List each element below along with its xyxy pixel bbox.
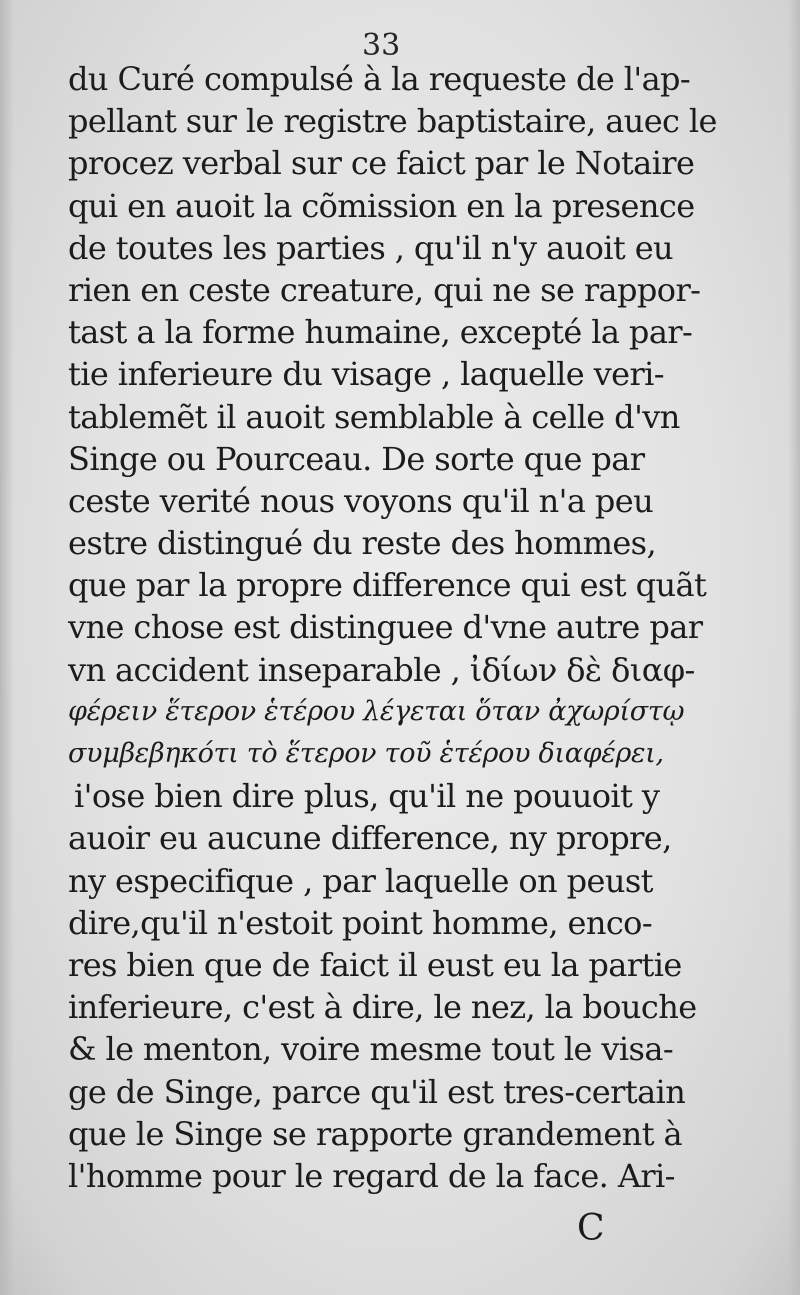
greek-text-line: φέρειν ἕτερον ἑτέρου λέγεται ὅταν ἀχωρίστῳ xyxy=(68,695,685,727)
page-number: 33 xyxy=(362,28,401,63)
text-line: que le Singe se rapporte grandement à xyxy=(68,1114,683,1153)
text-line: de toutes les parties , qu'il n'y auoit eu xyxy=(68,228,674,267)
text-line: Singe ou Pourceau. De sorte que par xyxy=(68,439,645,478)
text-line: ceste verité nous voyons qu'il n'a peu xyxy=(68,481,654,520)
text-line: tie inferieure du visage , laquelle veri- xyxy=(68,355,665,394)
text-line: ny especifique , par laquelle on peust xyxy=(68,861,653,900)
text-line: estre distingué du reste des hommes, xyxy=(68,524,657,563)
text-line: que par la propre difference qui est quãt xyxy=(68,566,707,605)
text-line: rien en ceste creature, qui ne se rappor- xyxy=(68,270,701,309)
body-text xyxy=(68,58,717,1197)
text-line: vne chose est distinguee d'vne autre par xyxy=(68,608,703,647)
text-line: pellant sur le registre baptistaire, auec le xyxy=(68,102,717,141)
text-line: dire,qu'il n'estoit point homme, enco- xyxy=(68,903,653,942)
text-line: res bien que de faict il eust eu la partie xyxy=(68,945,682,984)
text-line: & le menton, voire mesme tout le visa- xyxy=(68,1030,674,1069)
text-line: l'homme pour le regard de la face. Ari- xyxy=(68,1156,675,1195)
text-line: vn accident inseparable , ἰδίων δὲ διαφ- xyxy=(68,650,695,689)
text-line: tablemẽt il auoit semblable à celle d'vn xyxy=(68,397,680,436)
text-line: i'ose bien dire plus, qu'il ne pouuoit y xyxy=(74,777,660,816)
text-line: tast a la forme humaine, excepté la par- xyxy=(68,313,693,352)
text-line: du Curé compulsé à la requeste de l'ap- xyxy=(68,60,691,98)
text-line: inferieure, c'est à dire, le nez, la bouche xyxy=(68,988,697,1027)
text-line: ge de Singe, parce qu'il est tres-certain xyxy=(68,1072,686,1111)
text-line: procez verbal sur ce faict par le Notaire xyxy=(68,144,695,183)
signature-mark: C xyxy=(577,1208,605,1249)
page-edge-left xyxy=(0,0,14,1295)
page-edge-right xyxy=(788,0,800,1295)
text-line: auoir eu aucune difference, ny propre, xyxy=(68,819,672,858)
text-line: qui en auoit la cõmission en la presence xyxy=(68,186,695,225)
greek-text-line: συμβεβηκότι τὸ ἕτερον τοῦ ἑτέρου διαφέρει, xyxy=(68,738,664,769)
